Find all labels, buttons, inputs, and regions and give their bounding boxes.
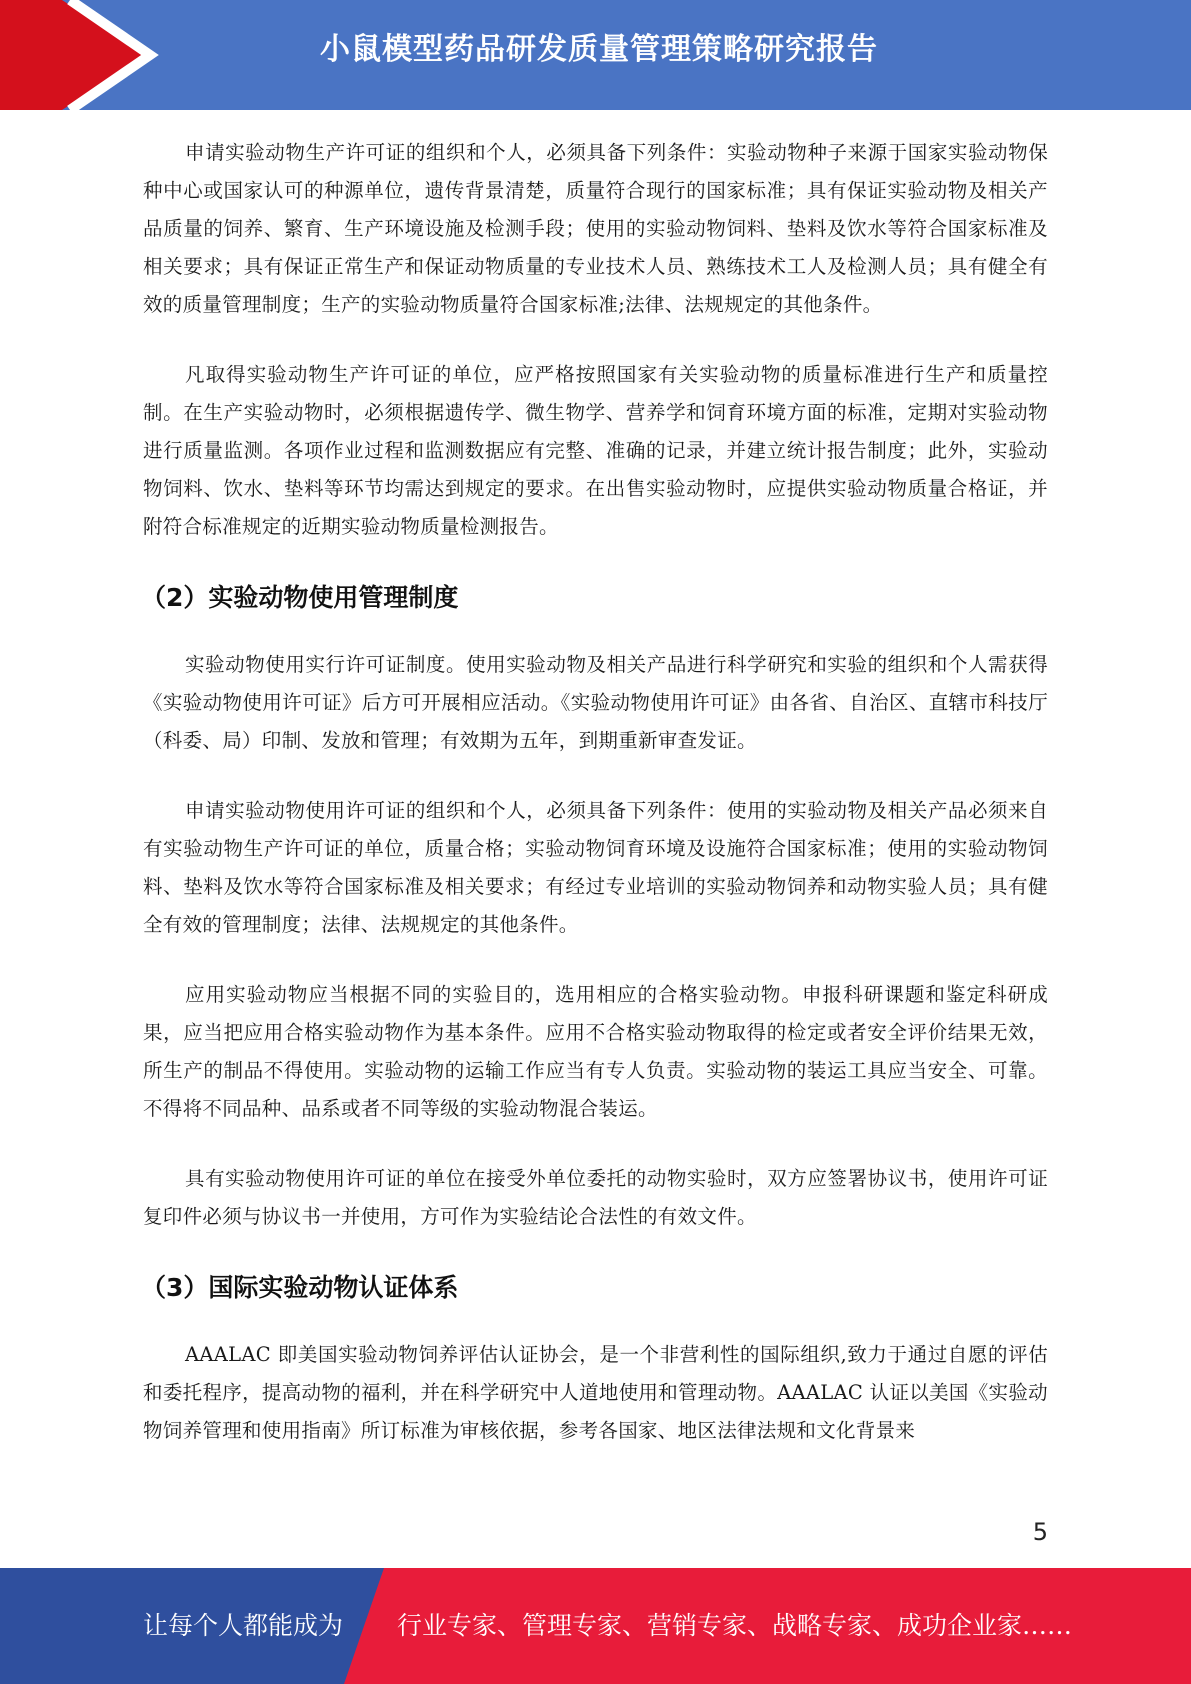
document-title: 小鼠模型药品研发质量管理策略研究报告 [320,32,878,67]
paragraph: 具有实验动物使用许可证的单位在接受外单位委托的动物实验时，双方应签署协议书，使用许可证复印件必须与协议书一并使用，方可作为实验结论合法性的有效文件。 [143,1167,1048,1228]
page-number: 5 [1032,1518,1048,1546]
paragraph: 实验动物使用实行许可证制度。使用实验动物及相关产品进行科学研究和实验的组织和个人需获得《实验动物使用许可证》后方可开展相应活动。《实验动物使用许可证》由各省、自治区、直辖市科技厅（科委、局）印制、发放和管理；有效期为五年，到期重新审查发证。 [143,653,1048,752]
paragraph: 申请实验动物使用许可证的组织和个人，必须具备下列条件：使用的实验动物及相关产品必须来自有实验动物生产许可证的单位，质量合格；实验动物饲育环境及设施符合国家标准；使用的实验动物饲料、垫料及饮水等符合国家标准及相关要求；有经过专业培训的实验动物饲养和动物实验人员；具有健全有效的管理制度；法律、法规规定的其他条件。 [143,799,1048,936]
paragraph: 凡取得实验动物生产许可证的单位，应严格按照国家有关实验动物的质量标准进行生产和质量控制。在生产实验动物时，必须根据遗传学、微生物学、营养学和饲育环境方面的标准，定期对实验动物进行质量监测。各项作业过程和监测数据应有完整、准确的记录，并建立统计报告制度；此外，实验动物饲料、饮水、垫料等环节均需达到规定的要求。在出售实验动物时，应提供实验动物质量合格证，并附符合标准规定的近期实验动物质量检测报告。 [143,363,1048,538]
paragraph: AAALAC 即美国实验动物饲养评估认证协会，是一个非营利性的国际组织,致力于通过自愿的评估和委托程序，提高动物的福利，并在科学研究中人道地使用和管理动物。AAALAC 认证以美国《实验动物饲养管理和使用指南》所订标准为审核依据，参考各国家、地区法律法规和文化背景来 [143,1343,1048,1442]
footer-slogan-right: 行业专家、管理专家、营销专家、战略专家、成功企业家…… [397,1611,1073,1640]
footer-slogan-left: 让每个人都能成为 [143,1611,344,1640]
paragraph: 申请实验动物生产许可证的组织和个人，必须具备下列条件：实验动物种子来源于国家实验动物保种中心或国家认可的种源单位，遗传背景清楚，质量符合现行的国家标准；具有保证实验动物及相关产品质量的饲养、繁育、生产环境设施及检测手段；使用的实验动物饲料、垫料及饮水等符合国家标准及相关要求；具有保证正常生产和保证动物质量的专业技术人员、熟练技术工人及检测人员；具有健全有效的质量管理制度；生产的实验动物质量符合国家标准;法律、法规规定的其他条件。 [143,141,1048,316]
document-body [143,134,1048,1482]
page-footer [0,1568,1191,1684]
page-header [0,0,1191,110]
paragraph: 应用实验动物应当根据不同的实验目的，选用相应的合格实验动物。申报科研课题和鉴定科研成果，应当把应用合格实验动物作为基本条件。应用不合格实验动物取得的检定或者安全评价结果无效，所生产的制品不得使用。实验动物的运输工作应当有专人负责。实验动物的装运工具应当安全、可靠。不得将不同品种、品系或者不同等级的实验动物混合装运。 [143,983,1048,1120]
section-heading: （2）实验动物使用管理制度 [141,583,459,612]
section-heading: （3）国际实验动物认证体系 [141,1273,459,1302]
